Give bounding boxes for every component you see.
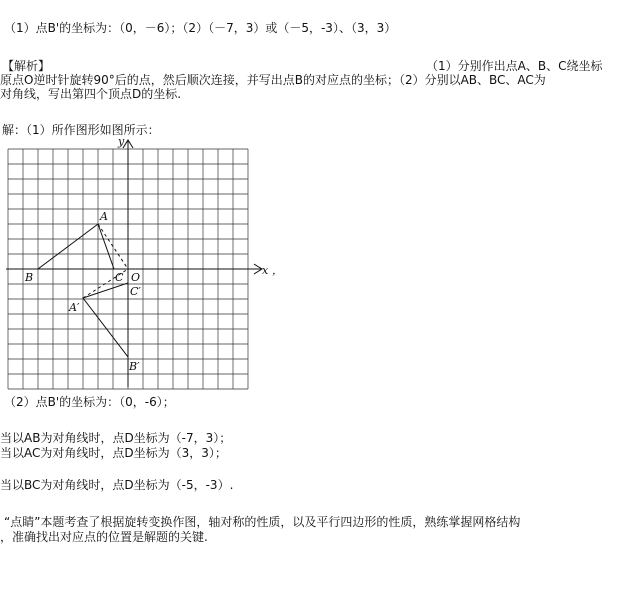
analysis-line-2: 原点O逆时针旋转90°后的点，然后顺次连接，并写出点B的对应点的坐标；（2）分别以AB、BC、AC为 bbox=[0, 73, 546, 87]
label-x: x bbox=[262, 264, 269, 277]
comment-line-1: “点睛”本题考查了根据旋转变换作图，轴对称的性质，以及平行四边形的性质，熟练掌握网格结构 bbox=[4, 515, 521, 529]
solution-line-3: 当以AC为对角线时，点D坐标为（3，3）； bbox=[0, 446, 227, 460]
solution-line-4: 当以BC为对角线时，点D坐标为（-5，-3）. bbox=[0, 478, 234, 492]
analysis-line-3: 对角线，写出第四个顶点D的坐标. bbox=[0, 87, 182, 101]
label-c1: C′ bbox=[130, 285, 141, 298]
analysis-line-1: （1）分别作出点A、B、C绕坐标 bbox=[426, 59, 603, 73]
label-o: O bbox=[131, 271, 141, 284]
solution-intro: 解：（1）所作图形如图所示： bbox=[2, 123, 160, 137]
label-a: A bbox=[100, 210, 108, 223]
solution-line-2: 当以AB为对角线时，点D坐标为（-7，3）； bbox=[0, 431, 232, 445]
solution-line-1: （2）点B'的坐标为：（0，-6）； bbox=[4, 395, 175, 409]
comment-line-2: ，准确找出对应点的位置是解题的关键. bbox=[0, 530, 208, 544]
analysis-heading: 【解析】 bbox=[2, 59, 51, 73]
label-a1: A′ bbox=[69, 301, 80, 314]
answer-line: （1）点B'的坐标为：（0，－6）；（2）（－7，3）或（－5，-3）、（3，3） bbox=[4, 21, 397, 35]
label-c: C bbox=[115, 271, 124, 284]
label-b: B bbox=[25, 271, 34, 284]
label-b1: B′ bbox=[129, 360, 140, 373]
label-tail: ， bbox=[272, 264, 283, 277]
coordinate-figure bbox=[0, 130, 300, 395]
label-y: y bbox=[118, 135, 125, 148]
